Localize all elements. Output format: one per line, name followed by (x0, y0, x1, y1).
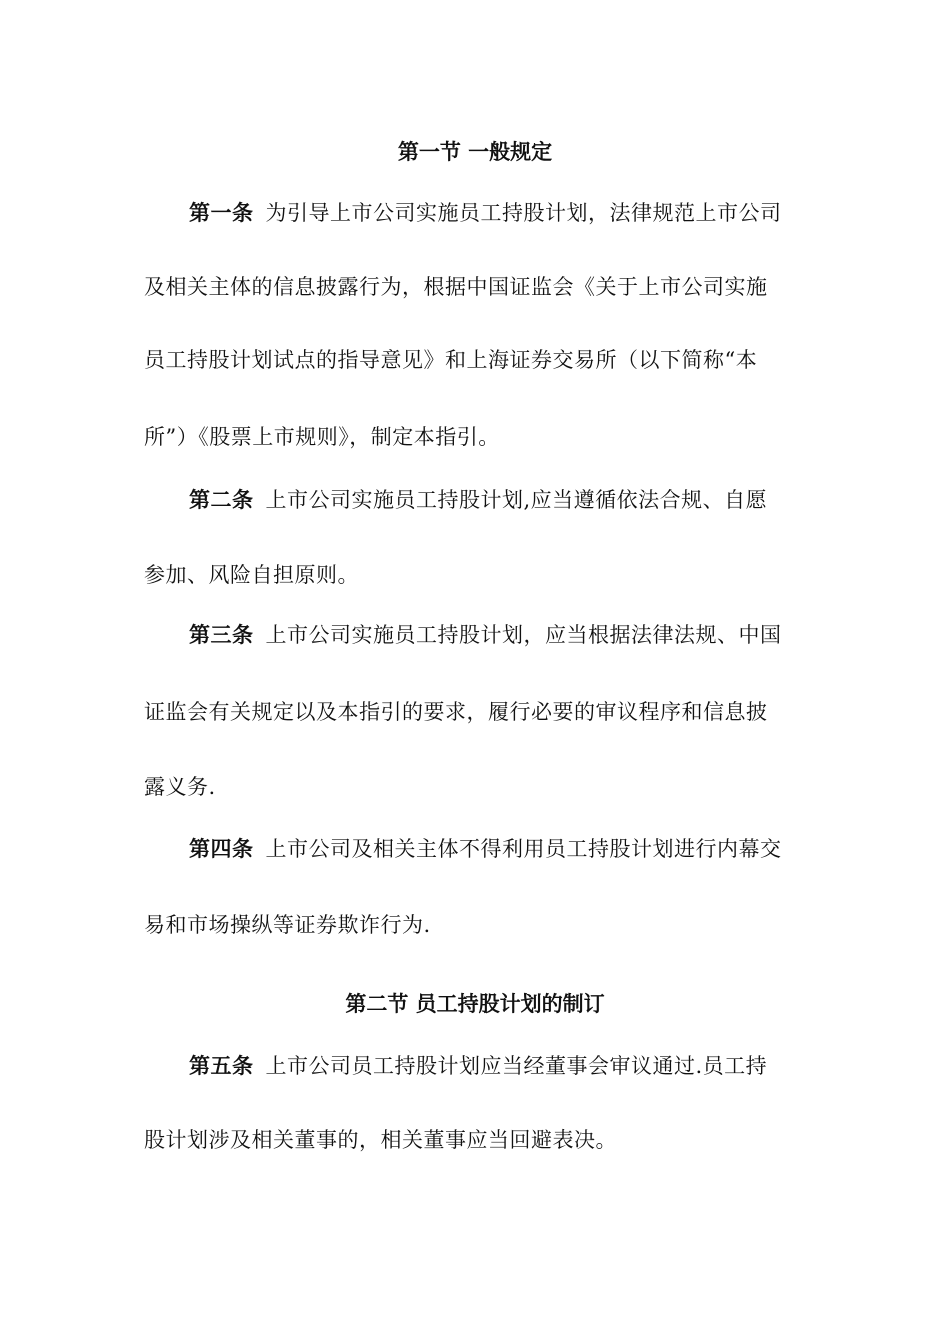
article-1-line-4: 所”）《股票上市规则》，制定本指引。 (144, 425, 500, 449)
article-1-line-3: 员工持股计划试点的指导意见》和上海证券交易所（以下简称“本 (144, 348, 758, 372)
article-2-line-2: 参加、风险自担原则。 (144, 563, 359, 587)
article-5-text-1: 上市公司员工持股计划应当经董事会审议通过.员工持 (265, 1054, 768, 1078)
article-3-line-2: 证监会有关规定以及本指引的要求，履行必要的审议程序和信息披 (144, 700, 768, 724)
article-4-line-1 (189, 834, 782, 864)
article-4-number: 第四条 (189, 837, 254, 861)
article-1-number: 第一条 (189, 201, 254, 225)
article-1-line-2: 及相关主体的信息披露行为，根据中国证监会《关于上市公司实施 (144, 275, 768, 299)
article-2-line-1 (189, 485, 767, 515)
article-2-number: 第二条 (189, 488, 254, 512)
section-1-heading: 第一节 一般规定 (397, 140, 553, 164)
article-3-text-1: 上市公司实施员工持股计划，应当根据法律法规、中国 (265, 623, 782, 647)
article-2-text-1: 上市公司实施员工持股计划,应当遵循依法合规、自愿 (265, 488, 768, 512)
section-2-heading: 第二节 员工持股计划的制订 (345, 992, 605, 1016)
article-4-text-1: 上市公司及相关主体不得利用员工持股计划进行内幕交 (265, 837, 782, 861)
article-1-line-1 (189, 198, 782, 228)
article-3-line-3: 露义务. (144, 775, 216, 799)
article-3-number: 第三条 (189, 623, 254, 647)
article-1-text-1: 为引导上市公司实施员工持股计划，法律规范上市公司 (265, 201, 782, 225)
article-3-line-1 (189, 620, 782, 650)
article-5-number: 第五条 (189, 1054, 254, 1078)
article-4-line-2: 易和市场操纵等证券欺诈行为. (144, 913, 431, 937)
article-5-line-1 (189, 1051, 767, 1081)
article-5-line-2: 股计划涉及相关董事的，相关董事应当回避表决。 (144, 1128, 617, 1152)
